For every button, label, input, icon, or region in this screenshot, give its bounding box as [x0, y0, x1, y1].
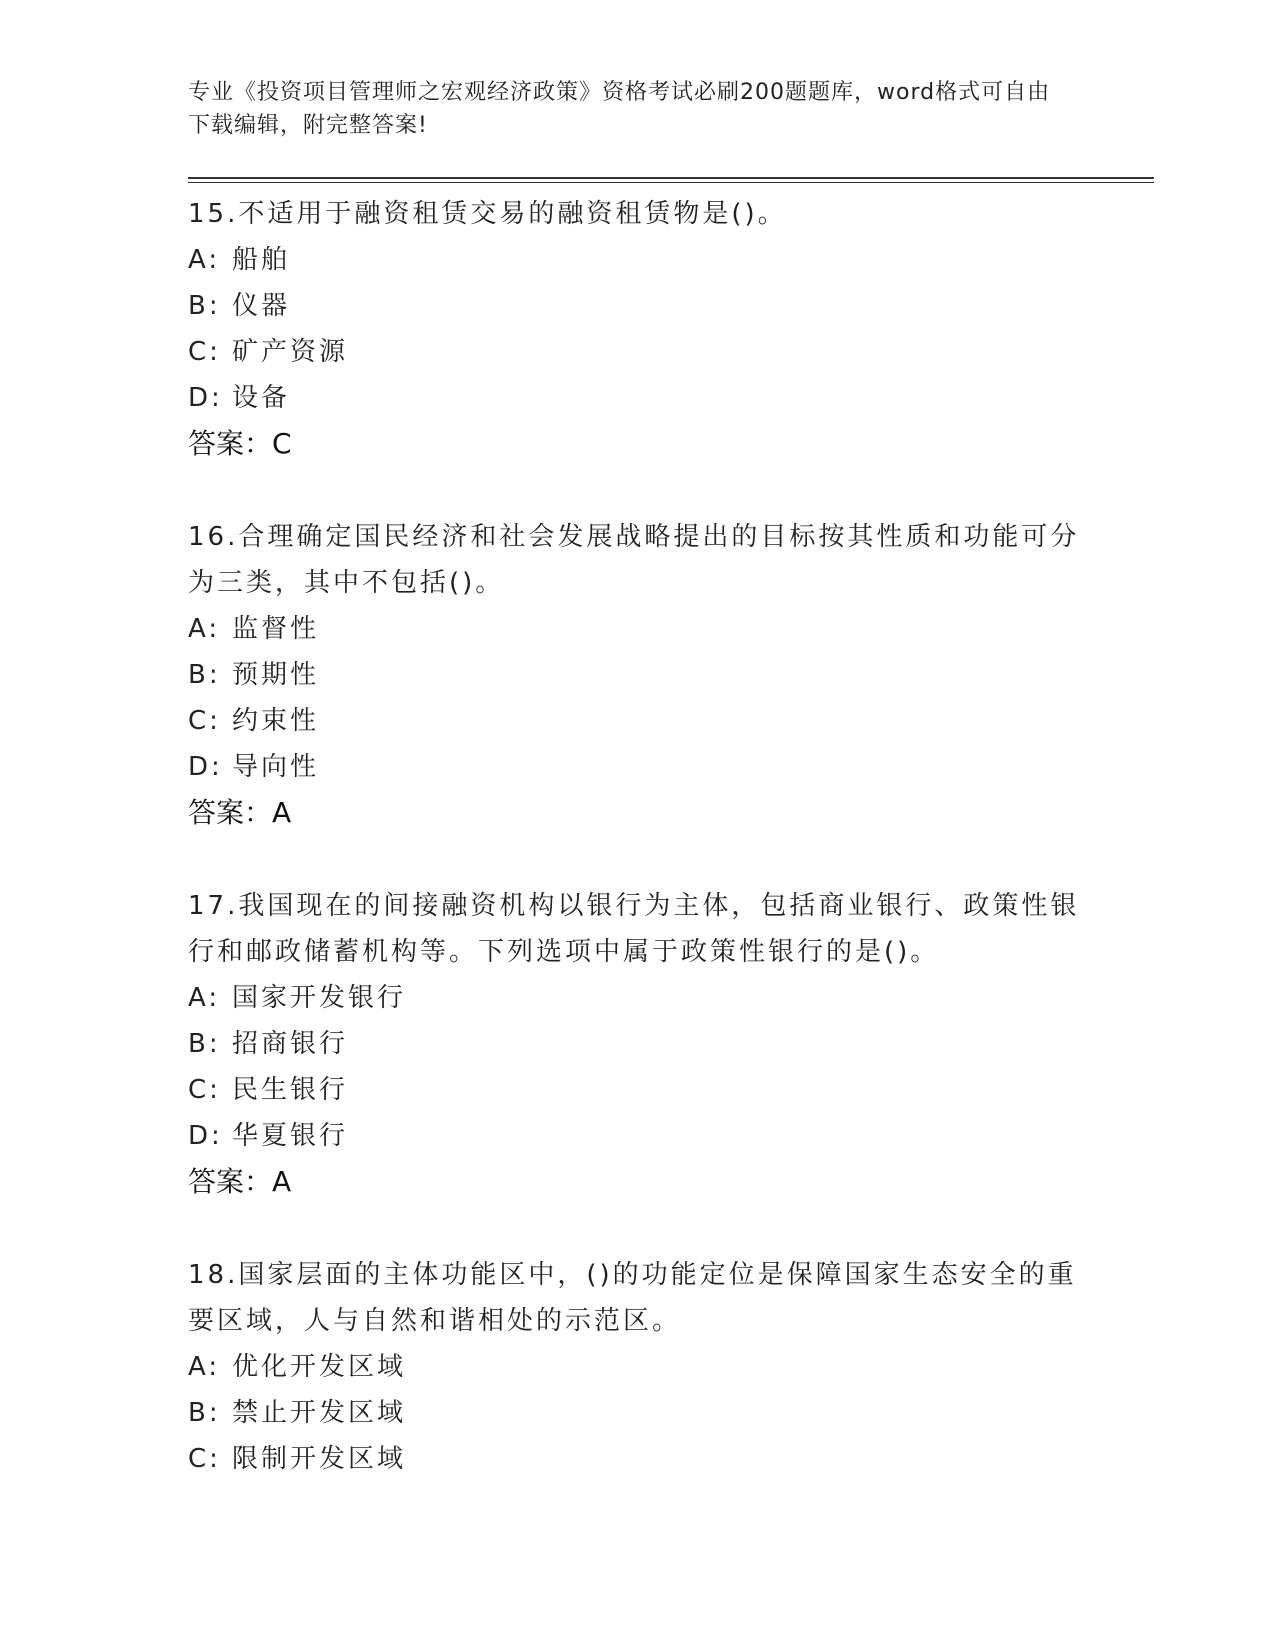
option-text: 国家开发银行 [232, 983, 407, 1013]
option-b [188, 1021, 1088, 1067]
option-key: C: [188, 706, 221, 736]
option-key: A: [188, 614, 221, 644]
option-key: D: [188, 383, 223, 413]
option-key: C: [188, 1444, 221, 1474]
option-c [188, 329, 1088, 375]
option-b [188, 1390, 1088, 1436]
option-a [188, 237, 1088, 283]
option-text: 船舶 [232, 245, 291, 275]
option-c [188, 1067, 1088, 1113]
option-d [188, 375, 1088, 421]
option-text: 矿产资源 [232, 337, 349, 367]
option-a [188, 975, 1088, 1021]
answer-line: 答案：A [188, 796, 292, 829]
option-key: C: [188, 1075, 221, 1105]
option-d [188, 744, 1088, 790]
answer-line: 答案：A [188, 1165, 292, 1198]
option-key: B: [188, 1029, 221, 1059]
answer-line: 答案：C [188, 427, 292, 460]
option-a [188, 1344, 1088, 1390]
question-16 [188, 514, 1088, 836]
question-stem: 17.我国现在的间接融资机构以银行为主体，包括商业银行、政策性银行和邮政储蓄机构等。下列选项中属于政策性银行的是()。 [188, 891, 1080, 967]
option-key: D: [188, 1121, 223, 1151]
question-15 [188, 191, 1088, 467]
option-key: A: [188, 1352, 221, 1382]
option-key: A: [188, 983, 221, 1013]
option-a [188, 606, 1088, 652]
option-key: A: [188, 245, 221, 275]
option-text: 仪器 [232, 291, 291, 321]
option-key: B: [188, 660, 221, 690]
option-text: 导向性 [232, 752, 320, 782]
question-stem: 15.不适用于融资租赁交易的融资租赁物是()。 [188, 199, 787, 229]
option-text: 设备 [232, 383, 291, 413]
option-text: 限制开发区域 [232, 1444, 407, 1474]
option-c [188, 1436, 1088, 1482]
question-17 [188, 883, 1088, 1205]
question-stem: 16.合理确定国民经济和社会发展战略提出的目标按其性质和功能可分为三类，其中不包括()。 [188, 522, 1080, 598]
option-key: D: [188, 752, 223, 782]
question-stem: 18.国家层面的主体功能区中，()的功能定位是保障国家生态安全的重要区域，人与自然和谐相处的示范区。 [188, 1260, 1077, 1336]
header-divider [188, 177, 1154, 179]
option-b [188, 652, 1088, 698]
document-header: 专业《投资项目管理师之宏观经济政策》资格考试必刷200题题库，word格式可自由下载编辑，附完整答案! [188, 80, 1051, 138]
option-d [188, 1113, 1088, 1159]
option-c [188, 698, 1088, 744]
header-divider-thin [188, 182, 1154, 183]
question-list [188, 191, 1088, 1529]
option-text: 招商银行 [232, 1029, 349, 1059]
option-text: 约束性 [232, 706, 320, 736]
option-b [188, 283, 1088, 329]
option-text: 监督性 [232, 614, 320, 644]
option-key: B: [188, 1398, 221, 1428]
option-text: 民生银行 [232, 1075, 349, 1105]
option-text: 禁止开发区域 [232, 1398, 407, 1428]
question-18 [188, 1252, 1088, 1482]
option-text: 华夏银行 [232, 1121, 349, 1151]
option-text: 优化开发区域 [232, 1352, 407, 1382]
option-key: B: [188, 291, 221, 321]
option-text: 预期性 [232, 660, 320, 690]
option-key: C: [188, 337, 221, 367]
